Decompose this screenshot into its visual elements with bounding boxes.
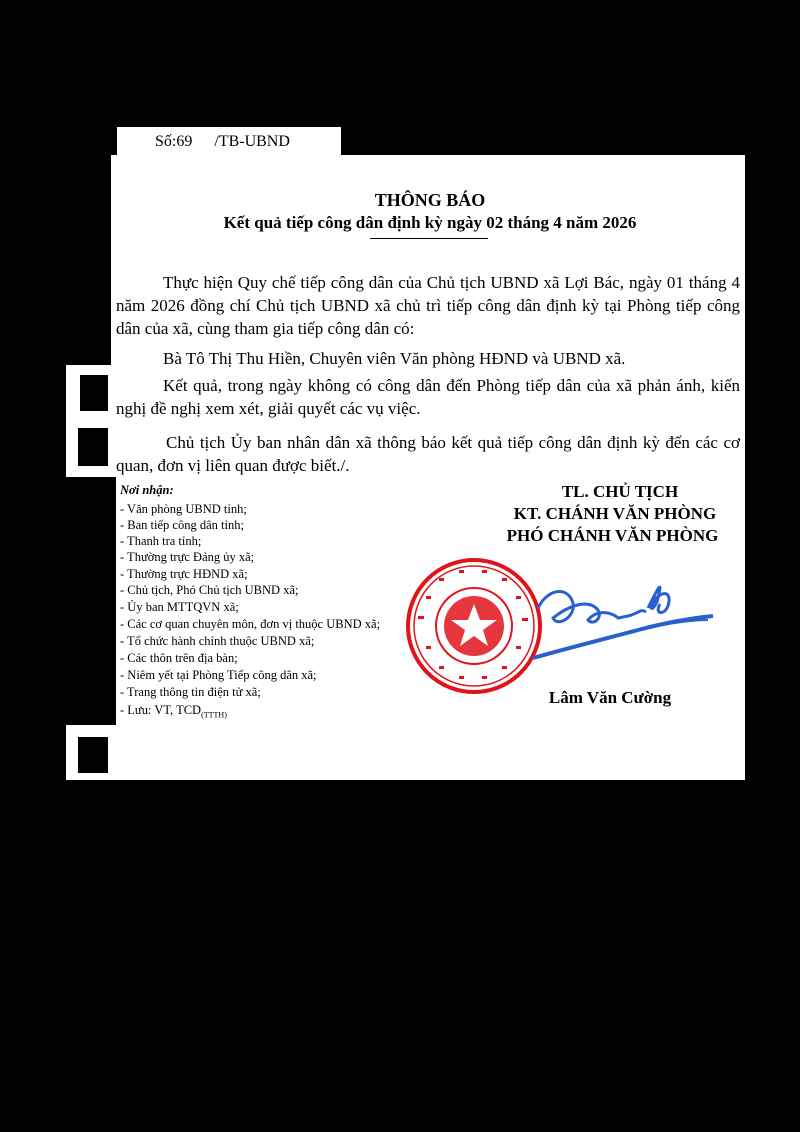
recipient-item: - Tổ chức hành chính thuộc UBND xã; [120, 634, 315, 648]
recipient-item: - Thanh tra tỉnh; [120, 534, 202, 548]
paragraph-participant: Bà Tô Thị Thu Hiền, Chuyên viên Văn phòng HĐND và UBND xã. [163, 349, 626, 368]
redaction-mark [78, 737, 108, 773]
title-underline [370, 238, 488, 239]
paragraph-closing: Chủ tịch Ủy ban nhân dân xã thông báo kết quả tiếp công dân định kỳ đến các cơ quan, đơn vị liên quan được biết./. [116, 433, 740, 475]
official-seal-icon [404, 556, 544, 696]
signature-title-1: TL. CHỦ TỊCH [561, 482, 679, 501]
paragraph-result: Kết quả, trong ngày không có công dân đến Phòng tiếp dân của xã phản ánh, kiến nghị đề nghị xem xét, giải quyết các vụ việc. [116, 376, 740, 418]
footer-block [66, 725, 745, 780]
recipient-item: - Các thôn trên địa bàn; [120, 651, 238, 665]
recipient-item: - Thường trực Đảng ủy xã; [120, 550, 255, 564]
signature-title-2: KT. CHÁNH VĂN PHÒNG [513, 504, 717, 523]
recipient-item: - Ban tiếp công dân tỉnh; [120, 518, 244, 532]
number-suffix: /TB-UBND [214, 133, 290, 150]
recipient-item-archive [120, 703, 227, 723]
handwritten-signature-icon [528, 568, 718, 668]
archive-label: - Lưu: VT, TCD [120, 703, 202, 717]
recipient-item: - Chủ tịch, Phó Chủ tịch UBND xã; [120, 583, 299, 597]
signature-title-3: PHÓ CHÁNH VĂN PHÒNG [506, 526, 719, 545]
number-value: 69 [176, 133, 193, 150]
page-subtitle: Kết quả tiếp công dân định kỳ ngày 02 tháng 4 năm 2026 [223, 213, 637, 232]
paragraph-intro: Thực hiện Quy chế tiếp công dân của Chủ tịch UBND xã Lợi Bác, ngày 01 tháng 4 năm 2026 đồng chí Chủ tịch UBND xã chủ trì tiếp công dân định kỳ tại Phòng tiếp công dân của xã, cùng tham gia tiếp công dân có: [116, 273, 740, 338]
number-label: Số: [155, 133, 177, 150]
redaction-mark [78, 428, 108, 466]
recipient-item: - Ủy ban MTTQVN xã; [120, 600, 239, 614]
recipient-item: - Văn phòng UBND tỉnh; [120, 502, 247, 516]
redaction-mark [80, 375, 108, 411]
recipient-item: - Các cơ quan chuyên môn, đơn vị thuộc UBND xã; [120, 617, 381, 631]
recipient-item: - Thường trực HĐND xã; [120, 567, 248, 581]
recipient-item: - Trang thông tin điện tử xã; [120, 685, 261, 699]
recipient-item: - Niêm yết tại Phòng Tiếp công dân xã; [120, 668, 317, 682]
recipients-heading: Nơi nhận: [120, 483, 174, 497]
archive-sub: (TTTH) [201, 710, 227, 720]
redaction-mark [66, 155, 111, 365]
page-title: THÔNG BÁO [374, 190, 486, 210]
document-number [155, 133, 290, 151]
signer-name: Lâm Văn Cường [548, 688, 672, 707]
